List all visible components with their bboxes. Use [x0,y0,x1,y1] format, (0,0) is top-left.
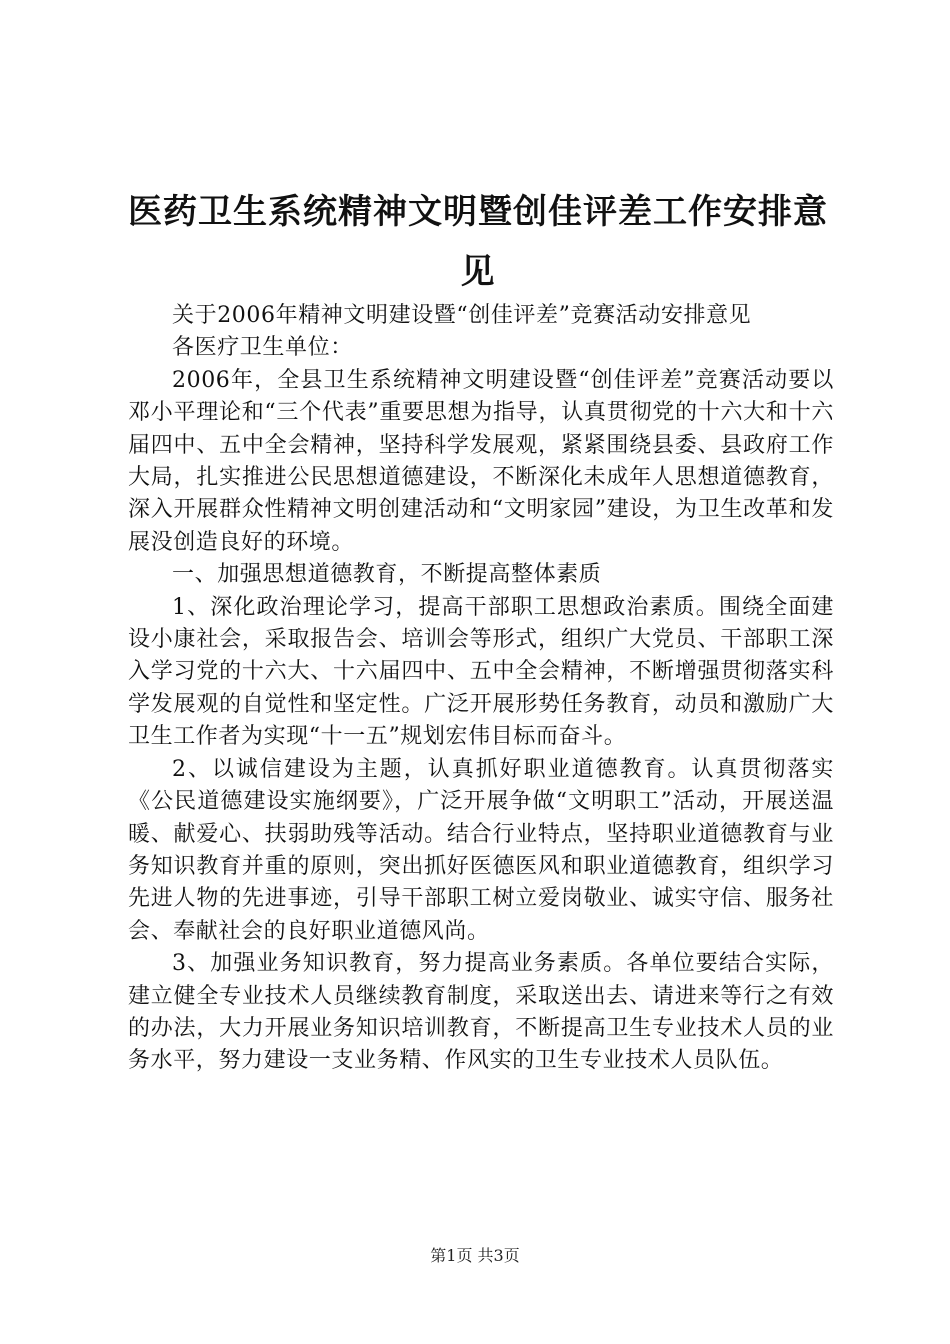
paragraph-item-1: 1、深化政治理论学习，提高干部职工思想政治素质。围绕全面建设小康社会，采取报告会、培训会等形式，组织广大党员、干部职工深入学习党的十六大、十六届四中、五中全会精神，不断增强贯彻落实科学发展观的自觉性和坚定性。广泛开展形势任务教育，动员和激励广大卫生工作者为实现“十一五”规划宏伟目标而奋斗。 [128,594,834,750]
document-body [128,300,834,1078]
page-footer: 第1页 共3页 [430,1246,520,1265]
section-heading-1: 一、加强思想道德教育，不断提高整体素质 [172,562,602,588]
paragraph-item-2: 2、以诚信建设为主题，认真抓好职业道德教育。认真贯彻落实《公民道德建设实施纲要》，广泛开展争做“文明职工”活动，开展送温暖、献爱心、扶弱助残等活动。结合行业特点，坚持职业道德教育与业务知识教育并重的原则，突出抓好医德医风和职业道德教育，组织学习先进人物的先进事迹，引导干部职工树立爱岗敬业、诚实守信、服务社会、奉献社会的良好职业道德风尚。 [128,756,834,944]
paragraph-salutation: 各医疗卫生单位： [172,335,353,361]
paragraph-intro: 2006年，全县卫生系统精神文明建设暨“创佳评差”竞赛活动要以邓小平理论和“三个代表”重要思想为指导，认真贯彻党的十六大和十六届四中、五中全会精神，坚持科学发展观，紧紧围绕县委、县政府工作大局，扎实推进公民思想道德建设，不断深化未成年人思想道德教育，深入开展群众性精神文明创建活动和“文明家园”建设，为卫生改革和发展没创造良好的环境。 [128,367,834,555]
paragraph-item-3: 3、加强业务知识教育，努力提高业务素质。各单位要结合实际，建立健全专业技术人员继续教育制度，采取送出去、请进来等行之有效的办法，大力开展业务知识培训教育，不断提高卫生专业技术人员的业务水平，努力建设一支业务精、作风实的卫生专业技术人员队伍。 [128,951,834,1074]
paragraph-subtitle: 关于2006年精神文明建设暨“创佳评差”竞赛活动安排意见 [172,303,752,328]
document-title: 医药卫生系统精神文明暨创佳评差工作安排意见 [128,192,828,292]
